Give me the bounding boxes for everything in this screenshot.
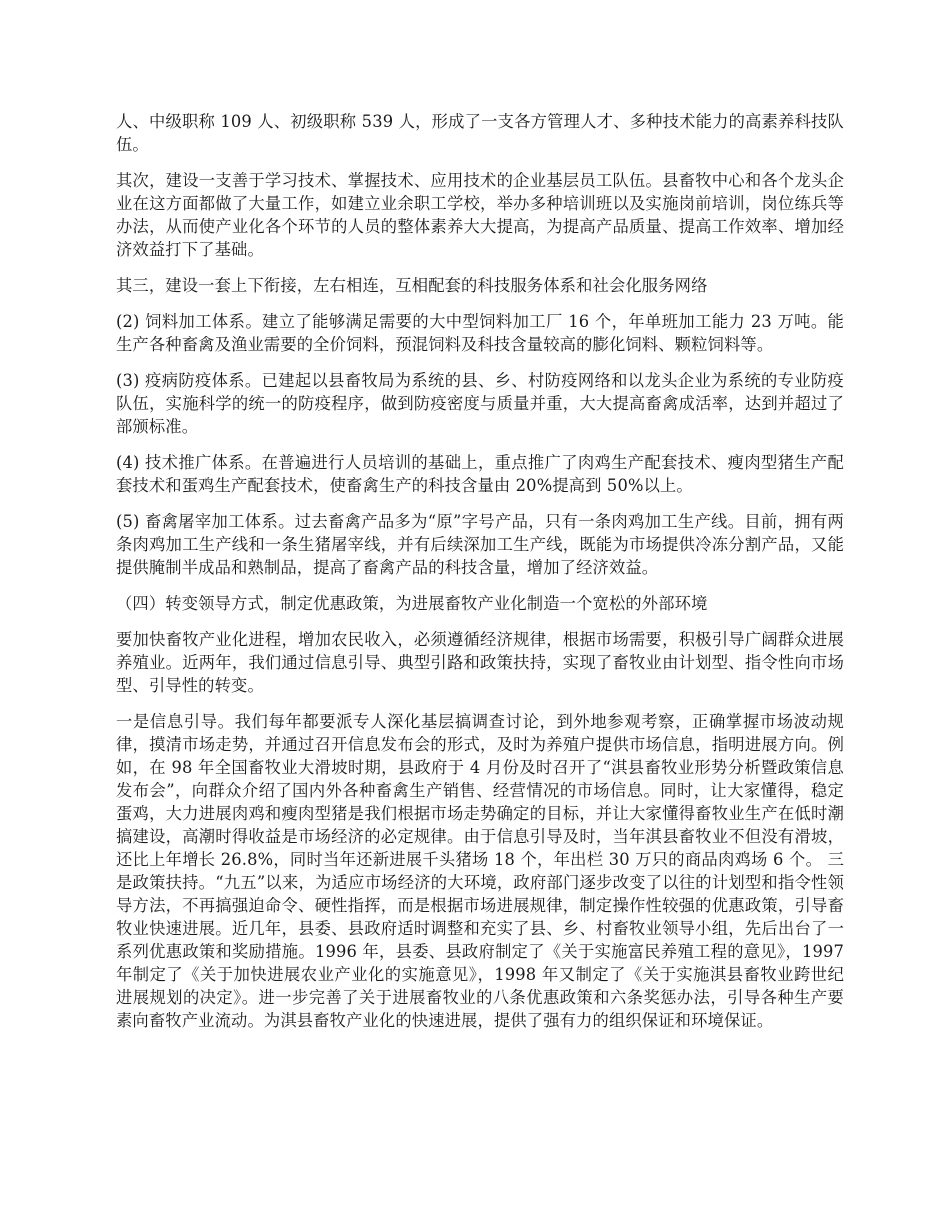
- paragraph-third-service-network: 其三，建设一套上下衔接，左右相连，互相配套的科技服务体系和社会化服务网络: [116, 276, 708, 295]
- paragraph-staff-titles: 人、中级职称 109 人、初级职称 539 人，形成了一支各方管理人才、多种技术能力的高素养科技队伍。: [116, 112, 844, 154]
- paragraph-epidemic-prevention: (3) 疫病防疫体系。已建起以县畜牧局为系统的县、乡、村防疫网络和以龙头企业为系统的专业防疫队伍，实施科学的统一的防疫程序，做到防疫密度与质量并重，大大提高畜禽成活率，达到并超过了部颁标准。: [116, 371, 844, 436]
- paragraph-accelerate-process: 要加快畜牧产业化进程，增加农民收入，必须遵循经济规律，根据市场需要，积极引导广阔群众进展养殖业。近两年，我们通过信息引导、典型引路和政策扶持，实现了畜牧业由计划型、指令性向市场型、引导性的转变。: [116, 630, 844, 695]
- paragraph-feed-processing: (2) 饲料加工体系。建立了能够满足需要的大中型饲料加工厂 16 个，年单班加工能力 23 万吨。能生产各种畜禽及渔业需要的全价饲料，预混饲料及科技含量较高的膨化饲料、颗粒饲料等。: [116, 312, 844, 354]
- section-heading-four: （四）转变领导方式，制定优惠政策，为进展畜牧产业化制造一个宽松的外部环境: [116, 594, 708, 613]
- paragraph-information-guidance: 一是信息引导。我们每年都要派专人深化基层搞调查讨论，到外地参观考察，正确掌握市场波动规律，摸清市场走势，并通过召开信息发布会的形式，及时为养殖户提供市场信息，指明进展方向。例如，在 98 年全国畜牧业大滑坡时期，县政府于 4 月份及时召开了“淇县畜牧业形势分析暨政策信息发布会”，向群众介绍了国内外各种畜禽生产销售、经营情况的市场信息。同时，让大家懂得，稳定蛋鸡，大力进展肉鸡和瘦肉型猪是我们根据市场走势确定的目标，并让大家懂得畜牧业生产在低时潮搞建设，高潮时得收益是市场经济的必定规律。由于信息引导及时，当年淇县畜牧业不但没有滑坡，还比上年增长 26.8%，同时当年还新进展千头猪场 18 个，年出栏 30 万只的商品肉鸡场 6 个。 三是政策扶持。“九五”以来，为适应市场经济的大环境，政府部门逐步改变了以往的计划型和指令性领导方法，不再搞强迫命令、硬性指挥，而是根据市场进展规律，制定操作性较强的优惠政策，引导畜牧业快速进展。近几年，县委、县政府适时调整和充实了县、乡、村畜牧业领导小组，先后出台了一系列优惠政策和奖励措施。1996 年，县委、县政府制定了《关于实施富民养殖工程的意见》，1997 年制定了《关于加快进展农业产业化的实施意见》，1998 年又制定了《关于实施淇县畜牧业跨世纪进展规划的决定》。进一步完善了关于进展畜牧业的八条优惠政策和六条奖惩办法，引导各种生产要素向畜牧产业流动。为淇县畜牧产业化的快速进展，提供了强有力的组织保证和环境保证。: [116, 712, 844, 1030]
- document-body: [116, 110, 844, 1045]
- paragraph-tech-promotion: (4) 技术推广体系。在普遍进行人员培训的基础上，重点推广了肉鸡生产配套技术、瘦肉型猪生产配套技术和蛋鸡生产配套技术，使畜禽生产的科技含量由 20%提高到 50%以上。: [116, 453, 844, 495]
- paragraph-slaughter-processing: (5) 畜禽屠宰加工体系。过去畜禽产品多为“原”字号产品，只有一条肉鸡加工生产线。目前，拥有两条肉鸡加工生产线和一条生猪屠宰线，并有后续深加工生产线，既能为市场提供冷冻分割产品，又能提供腌制半成品和熟制品，提高了畜禽产品的科技含量，增加了经济效益。: [116, 512, 844, 577]
- paragraph-second-workforce: 其次，建设一支善于学习技术、掌握技术、应用技术的企业基层员工队伍。县畜牧中心和各个龙头企业在这方面都做了大量工作，如建立业余职工学校，举办多种培训班以及实施岗前培训，岗位练兵等办法，从而使产业化各个环节的人员的整体素养大大提高，为提高产品质量、提高工作效率、增加经济效益打下了基础。: [116, 171, 844, 259]
